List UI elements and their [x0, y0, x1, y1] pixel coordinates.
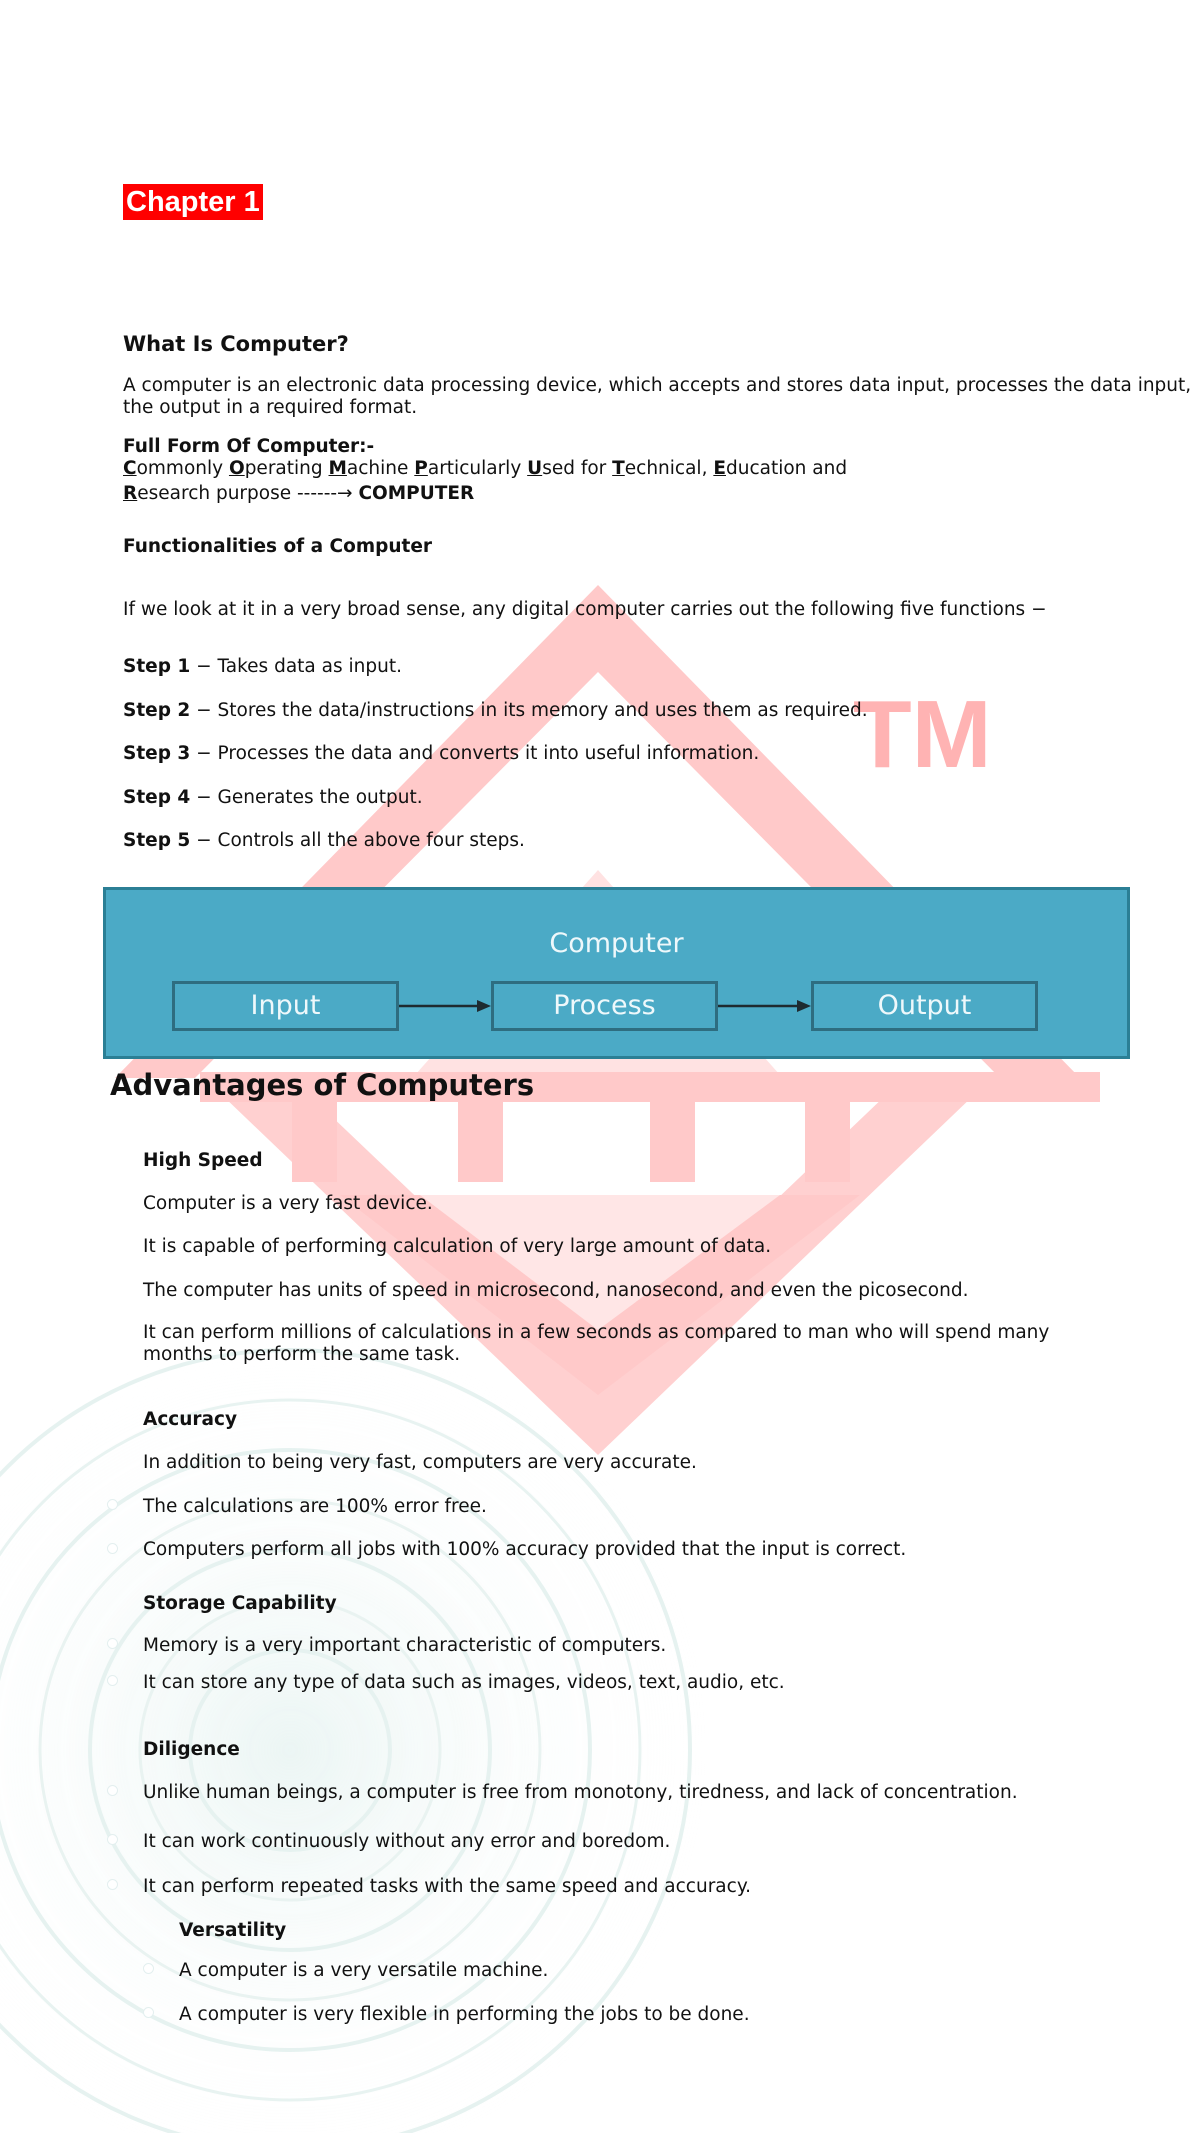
diligence-line: Unlike human beings, a computer is free from monotony, tiredness, and lack of concentration.	[143, 1782, 1018, 1803]
acronym-letter: M	[328, 458, 347, 479]
bullet-icon	[107, 1543, 118, 1554]
step-item	[123, 830, 525, 852]
acronym-word: articularly	[427, 458, 528, 479]
high-speed-line: It is capable of performing calculation of very large amount of data.	[143, 1236, 772, 1257]
acronym-word: sed for	[542, 458, 613, 479]
bullet-icon	[143, 1963, 154, 1974]
accuracy-line: Computers perform all jobs with 100% accuracy provided that the input is correct.	[143, 1539, 907, 1560]
acronym-letter: P	[414, 458, 428, 479]
acronym-word: echnical,	[624, 458, 714, 479]
acronym-letter: T	[612, 458, 625, 479]
bullet-icon	[107, 1834, 118, 1845]
step-label: Step 3	[123, 743, 191, 764]
diligence-heading: Diligence	[143, 1739, 240, 1760]
diagram-title: Computer	[549, 928, 684, 959]
what-is-line-1: A computer is an electronic data processing device, which accepts and stores data input, processes the data input,	[123, 375, 1192, 396]
step-item	[123, 743, 759, 765]
diagram-input-box: Input	[172, 981, 399, 1031]
storage-line: Memory is a very important characteristic of computers.	[143, 1635, 667, 1656]
acronym-letter: U	[527, 458, 543, 479]
high-speed-line: The computer has units of speed in microsecond, nanosecond, and even the picosecond.	[143, 1280, 969, 1301]
functionalities-heading: Functionalities of a Computer	[123, 536, 433, 557]
full-form-heading: Full Form Of Computer:-	[123, 436, 375, 457]
what-is-line-2: the output in a required format.	[123, 397, 418, 418]
high-speed-line: Computer is a very fast device.	[143, 1193, 433, 1214]
acronym-word: esearch purpose ------→	[137, 483, 359, 504]
diligence-line: It can perform repeated tasks with the same speed and accuracy.	[143, 1876, 752, 1897]
step-text: − Processes the data and converts it into useful information.	[190, 743, 760, 764]
computer-diagram	[103, 887, 1130, 1059]
versatility-line: A computer is very flexible in performing the jobs to be done.	[179, 2004, 750, 2025]
what-is-computer-heading: What Is Computer?	[123, 332, 349, 356]
step-text: − Stores the data/instructions in its memory and uses them as required.	[190, 700, 868, 721]
acronym-word: achine	[346, 458, 415, 479]
step-item	[123, 656, 402, 678]
full-form-line-1	[123, 458, 847, 480]
diagram-output-box: Output	[811, 981, 1038, 1031]
acronym-word: ducation and	[725, 458, 848, 479]
high-speed-line: It can perform millions of calculations in a few seconds as compared to man who will spend many	[143, 1322, 1050, 1343]
step-text: − Controls all the above four steps.	[190, 830, 525, 851]
storage-heading: Storage Capability	[143, 1593, 337, 1614]
accuracy-line: The calculations are 100% error free.	[143, 1496, 487, 1517]
bullet-icon	[143, 2007, 154, 2018]
step-label: Step 2	[123, 700, 191, 721]
bullet-icon	[107, 1785, 118, 1796]
acronym-letter: E	[713, 458, 726, 479]
high-speed-line: months to perform the same task.	[143, 1344, 461, 1365]
full-form-result: COMPUTER	[358, 483, 475, 504]
step-text: − Takes data as input.	[190, 656, 402, 677]
acronym-letter: R	[123, 483, 138, 504]
acronym-letter: C	[123, 458, 137, 479]
acronym-word: perating	[244, 458, 329, 479]
bullet-icon	[107, 1499, 118, 1510]
step-text: − Generates the output.	[190, 787, 423, 808]
step-label: Step 1	[123, 656, 191, 677]
advantages-heading: Advantages of Computers	[110, 1068, 535, 1102]
diagram-arrows	[106, 890, 1133, 1062]
watermark-tm-text: TM	[853, 681, 992, 788]
accuracy-line: In addition to being very fast, computers are very accurate.	[143, 1452, 697, 1473]
diligence-line: It can work continuously without any error and boredom.	[143, 1831, 671, 1852]
full-form-line-2	[123, 483, 474, 505]
diagram-process-box: Process	[491, 981, 718, 1031]
bullet-icon	[107, 1879, 118, 1890]
functionalities-intro: If we look at it in a very broad sense, any digital computer carries out the following five functions −	[123, 599, 1047, 620]
accuracy-heading: Accuracy	[143, 1409, 238, 1430]
chapter-label: Chapter 1	[123, 184, 263, 220]
acronym-word: ommonly	[136, 458, 229, 479]
acronym-letter: O	[228, 458, 245, 479]
versatility-line: A computer is a very versatile machine.	[179, 1960, 549, 1981]
step-label: Step 4	[123, 787, 191, 808]
storage-line: It can store any type of data such as images, videos, text, audio, etc.	[143, 1672, 785, 1693]
bullet-icon	[107, 1638, 118, 1649]
step-item	[123, 787, 423, 809]
bullet-icon	[107, 1675, 118, 1686]
high-speed-heading: High Speed	[143, 1150, 263, 1171]
step-item	[123, 700, 868, 722]
step-label: Step 5	[123, 830, 191, 851]
versatility-heading: Versatility	[179, 1920, 287, 1941]
